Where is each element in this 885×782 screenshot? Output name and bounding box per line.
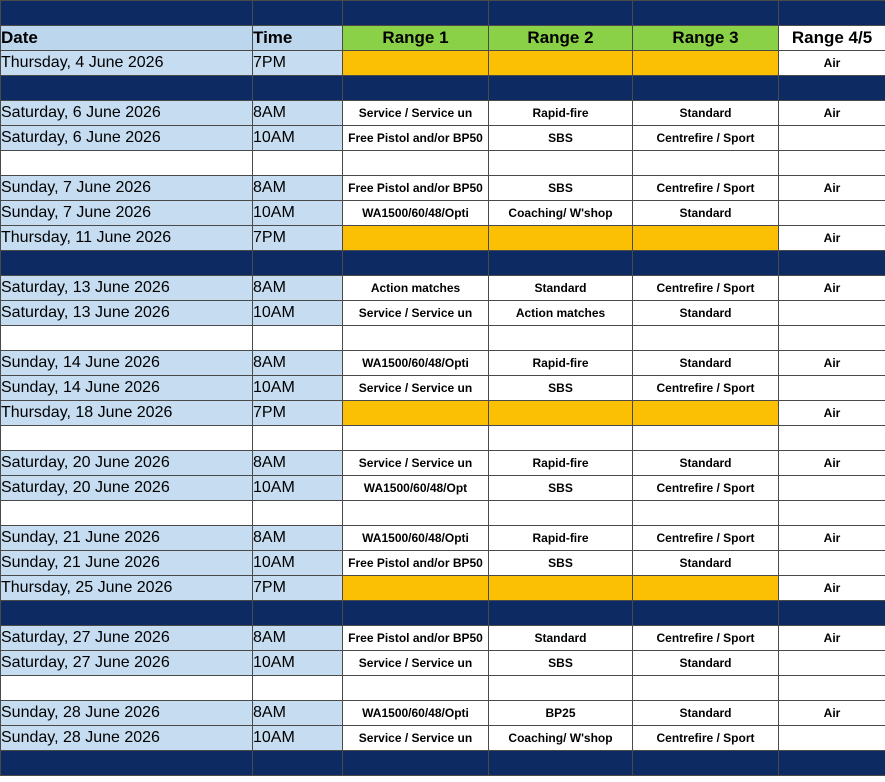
schedule-row [1, 551, 885, 576]
range-2-cell: Coaching/ W'shop [489, 726, 633, 751]
date-cell: Saturday, 6 June 2026 [1, 101, 253, 126]
range-4-5-cell: Air [779, 401, 885, 426]
range-1-cell: Service / Service un [343, 651, 489, 676]
column-header-range-4-5: Range 4/5 [779, 26, 885, 51]
range-3-cell [633, 576, 779, 601]
range-3-cell: Standard [633, 551, 779, 576]
range-4-5-cell: Air [779, 101, 885, 126]
range-1-cell: WA1500/60/48/Opti [343, 201, 489, 226]
range-1-cell: WA1500/60/48/Opti [343, 526, 489, 551]
range-3-cell [633, 226, 779, 251]
range-1-cell: Free Pistol and/or BP50 [343, 551, 489, 576]
range-4-5-cell [779, 301, 885, 326]
date-cell: Saturday, 20 June 2026 [1, 451, 253, 476]
separator-cell [489, 751, 633, 776]
date-cell: Sunday, 28 June 2026 [1, 726, 253, 751]
schedule-row [1, 51, 885, 76]
schedule-row [1, 201, 885, 226]
range-1-cell: Action matches [343, 276, 489, 301]
time-cell: 10AM [253, 126, 343, 151]
range-1-cell: WA1500/60/48/Opt [343, 476, 489, 501]
separator-row [1, 751, 885, 776]
time-cell: 10AM [253, 551, 343, 576]
range-4-5-cell: Air [779, 576, 885, 601]
blank-row [1, 501, 885, 526]
range-1-cell [343, 51, 489, 76]
separator-row [1, 251, 885, 276]
range-1-cell: Free Pistol and/or BP50 [343, 126, 489, 151]
schedule-row [1, 526, 885, 551]
range-2-cell: Rapid-fire [489, 451, 633, 476]
range-4-5-cell: Air [779, 51, 885, 76]
blank-cell [633, 326, 779, 351]
column-header-time: Time [253, 26, 343, 51]
schedule-row [1, 576, 885, 601]
range-1-cell [343, 576, 489, 601]
time-cell: 8AM [253, 101, 343, 126]
blank-cell [489, 501, 633, 526]
time-cell: 10AM [253, 651, 343, 676]
schedule-row [1, 651, 885, 676]
range-2-cell: SBS [489, 551, 633, 576]
range-3-cell: Centrefire / Sport [633, 726, 779, 751]
range-1-cell: Free Pistol and/or BP50 [343, 626, 489, 651]
separator-cell [253, 251, 343, 276]
range-3-cell: Centrefire / Sport [633, 526, 779, 551]
date-cell: Saturday, 27 June 2026 [1, 651, 253, 676]
separator-cell [343, 751, 489, 776]
blank-cell [779, 501, 885, 526]
time-cell: 8AM [253, 451, 343, 476]
range-2-cell [489, 401, 633, 426]
time-cell: 10AM [253, 201, 343, 226]
date-cell: Saturday, 27 June 2026 [1, 626, 253, 651]
time-cell: 8AM [253, 701, 343, 726]
blank-cell [1, 676, 253, 701]
separator-cell [633, 251, 779, 276]
range-4-5-cell: Air [779, 526, 885, 551]
range-2-cell: SBS [489, 651, 633, 676]
range-2-cell: BP25 [489, 701, 633, 726]
range-4-5-cell: Air [779, 351, 885, 376]
separator-cell [253, 76, 343, 101]
separator-cell [1, 251, 253, 276]
range-1-cell: Service / Service un [343, 451, 489, 476]
blank-cell [343, 326, 489, 351]
schedule-row [1, 226, 885, 251]
separator-cell [343, 601, 489, 626]
blank-cell [253, 426, 343, 451]
time-cell: 10AM [253, 476, 343, 501]
range-4-5-cell: Air [779, 626, 885, 651]
schedule-row [1, 101, 885, 126]
time-cell: 10AM [253, 376, 343, 401]
range-1-cell: WA1500/60/48/Opti [343, 351, 489, 376]
schedule-row [1, 401, 885, 426]
range-1-cell [343, 401, 489, 426]
range-2-cell: SBS [489, 126, 633, 151]
date-cell: Thursday, 25 June 2026 [1, 576, 253, 601]
separator-row [1, 601, 885, 626]
time-cell: 10AM [253, 301, 343, 326]
separator-cell [1, 601, 253, 626]
range-2-cell: Standard [489, 626, 633, 651]
blank-cell [343, 501, 489, 526]
range-2-cell: Standard [489, 276, 633, 301]
blank-cell [343, 151, 489, 176]
blank-cell [1, 426, 253, 451]
header-row [1, 26, 885, 51]
range-1-cell [343, 226, 489, 251]
range-4-5-cell [779, 201, 885, 226]
blank-cell [1, 326, 253, 351]
range-4-5-cell: Air [779, 226, 885, 251]
blank-cell [633, 676, 779, 701]
range-4-5-cell [779, 551, 885, 576]
schedule-row [1, 376, 885, 401]
range-3-cell: Centrefire / Sport [633, 176, 779, 201]
column-header-date: Date [1, 26, 253, 51]
blank-cell [253, 151, 343, 176]
blank-cell [1, 151, 253, 176]
date-cell: Sunday, 21 June 2026 [1, 551, 253, 576]
separator-cell [779, 76, 885, 101]
blank-cell [489, 151, 633, 176]
date-cell: Thursday, 11 June 2026 [1, 226, 253, 251]
schedule-row [1, 176, 885, 201]
blank-cell [253, 501, 343, 526]
blank-row [1, 426, 885, 451]
range-2-cell: Rapid-fire [489, 351, 633, 376]
range-3-cell: Standard [633, 101, 779, 126]
separator-cell [633, 76, 779, 101]
range-1-cell: Service / Service un [343, 101, 489, 126]
range-2-cell [489, 226, 633, 251]
range-1-cell: Service / Service un [343, 726, 489, 751]
blank-row [1, 676, 885, 701]
range-2-cell [489, 576, 633, 601]
blank-cell [633, 426, 779, 451]
range-3-cell: Centrefire / Sport [633, 626, 779, 651]
blank-cell [253, 676, 343, 701]
range-2-cell: SBS [489, 476, 633, 501]
range-2-cell: SBS [489, 376, 633, 401]
range-4-5-cell [779, 126, 885, 151]
range-1-cell: Free Pistol and/or BP50 [343, 176, 489, 201]
schedule-row [1, 126, 885, 151]
separator-cell [489, 1, 633, 26]
time-cell: 7PM [253, 401, 343, 426]
separator-cell [1, 1, 253, 26]
time-cell: 8AM [253, 351, 343, 376]
blank-cell [489, 326, 633, 351]
blank-cell [779, 326, 885, 351]
blank-cell [343, 426, 489, 451]
separator-cell [633, 601, 779, 626]
separator-cell [1, 76, 253, 101]
schedule-row [1, 451, 885, 476]
blank-cell [253, 326, 343, 351]
time-cell: 8AM [253, 626, 343, 651]
date-cell: Sunday, 21 June 2026 [1, 526, 253, 551]
date-cell: Sunday, 28 June 2026 [1, 701, 253, 726]
schedule-row [1, 626, 885, 651]
date-cell: Thursday, 18 June 2026 [1, 401, 253, 426]
separator-cell [253, 601, 343, 626]
time-cell: 8AM [253, 276, 343, 301]
range-3-cell: Standard [633, 201, 779, 226]
blank-cell [779, 151, 885, 176]
blank-cell [633, 151, 779, 176]
schedule-row [1, 301, 885, 326]
range-4-5-cell [779, 376, 885, 401]
date-cell: Sunday, 7 June 2026 [1, 176, 253, 201]
separator-cell [343, 76, 489, 101]
range-1-cell: Service / Service un [343, 301, 489, 326]
blank-cell [779, 676, 885, 701]
date-cell: Sunday, 7 June 2026 [1, 201, 253, 226]
separator-cell [633, 1, 779, 26]
range-1-cell: Service / Service un [343, 376, 489, 401]
blank-cell [779, 426, 885, 451]
range-3-cell: Centrefire / Sport [633, 476, 779, 501]
separator-cell [779, 601, 885, 626]
range-4-5-cell [779, 476, 885, 501]
column-header-range-1: Range 1 [343, 26, 489, 51]
time-cell: 7PM [253, 226, 343, 251]
separator-cell [489, 76, 633, 101]
blank-cell [343, 676, 489, 701]
schedule-body [1, 1, 885, 776]
schedule-row [1, 701, 885, 726]
schedule-row [1, 276, 885, 301]
date-cell: Saturday, 6 June 2026 [1, 126, 253, 151]
separator-cell [1, 751, 253, 776]
date-cell: Sunday, 14 June 2026 [1, 351, 253, 376]
time-cell: 8AM [253, 176, 343, 201]
range-4-5-cell: Air [779, 176, 885, 201]
separator-cell [779, 1, 885, 26]
range-4-5-cell: Air [779, 451, 885, 476]
range-3-cell: Standard [633, 651, 779, 676]
range-4-5-cell [779, 726, 885, 751]
separator-cell [633, 751, 779, 776]
date-cell: Saturday, 13 June 2026 [1, 301, 253, 326]
date-cell: Thursday, 4 June 2026 [1, 51, 253, 76]
separator-cell [253, 1, 343, 26]
range-2-cell: SBS [489, 176, 633, 201]
time-cell: 8AM [253, 526, 343, 551]
schedule-row [1, 476, 885, 501]
range-3-cell: Centrefire / Sport [633, 376, 779, 401]
blank-cell [489, 676, 633, 701]
range-4-5-cell: Air [779, 276, 885, 301]
blank-cell [1, 501, 253, 526]
range-2-cell: Rapid-fire [489, 101, 633, 126]
range-1-cell: WA1500/60/48/Opti [343, 701, 489, 726]
range-4-5-cell: Air [779, 701, 885, 726]
separator-cell [779, 251, 885, 276]
range-3-cell: Standard [633, 301, 779, 326]
range-3-cell: Centrefire / Sport [633, 126, 779, 151]
separator-row [1, 76, 885, 101]
time-cell: 10AM [253, 726, 343, 751]
range-2-cell [489, 51, 633, 76]
separator-cell [779, 751, 885, 776]
range-3-cell: Standard [633, 451, 779, 476]
date-cell: Saturday, 13 June 2026 [1, 276, 253, 301]
blank-cell [489, 426, 633, 451]
blank-row [1, 151, 885, 176]
separator-cell [343, 1, 489, 26]
column-header-range-2: Range 2 [489, 26, 633, 51]
separator-row [1, 1, 885, 26]
blank-row [1, 326, 885, 351]
separator-cell [489, 601, 633, 626]
separator-cell [343, 251, 489, 276]
range-2-cell: Coaching/ W'shop [489, 201, 633, 226]
column-header-range-3: Range 3 [633, 26, 779, 51]
schedule-row [1, 726, 885, 751]
blank-cell [633, 501, 779, 526]
date-cell: Sunday, 14 June 2026 [1, 376, 253, 401]
date-cell: Saturday, 20 June 2026 [1, 476, 253, 501]
separator-cell [253, 751, 343, 776]
range-2-cell: Action matches [489, 301, 633, 326]
range-3-cell: Standard [633, 701, 779, 726]
separator-cell [489, 251, 633, 276]
range-3-cell: Standard [633, 351, 779, 376]
schedule-row [1, 351, 885, 376]
time-cell: 7PM [253, 576, 343, 601]
range-3-cell [633, 51, 779, 76]
time-cell: 7PM [253, 51, 343, 76]
range-3-cell: Centrefire / Sport [633, 276, 779, 301]
range-3-cell [633, 401, 779, 426]
range-4-5-cell [779, 651, 885, 676]
range-2-cell: Rapid-fire [489, 526, 633, 551]
